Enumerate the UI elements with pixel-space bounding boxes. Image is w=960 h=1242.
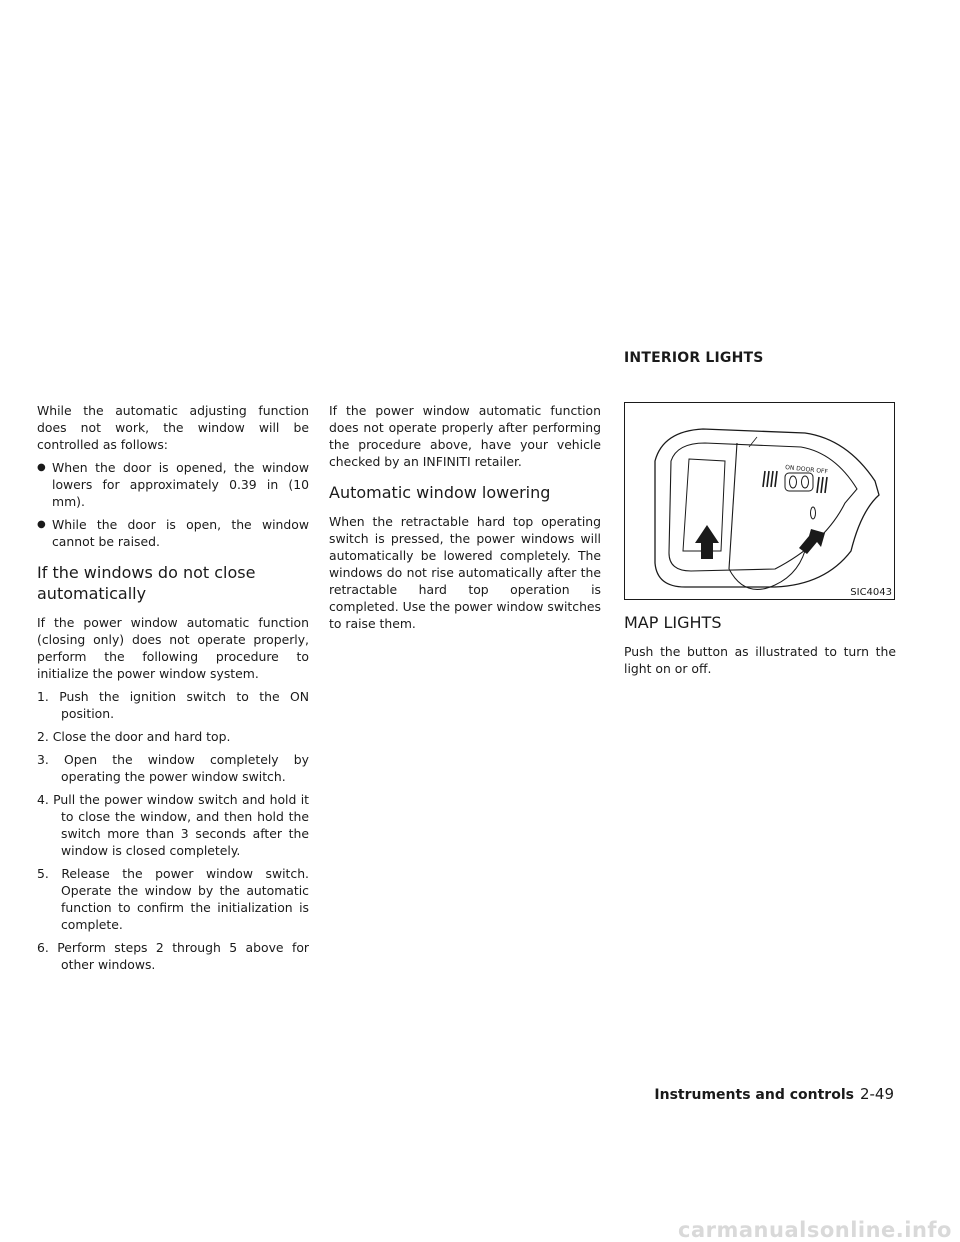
bullet-item xyxy=(37,516,309,550)
column-left xyxy=(37,402,309,979)
retailer-paragraph: If the power window automatic function does not operate properly after performing the procedure above, have your vehicle checked by an INFINITI retailer. xyxy=(329,403,601,469)
step-item: 3. Open the window completely by operating the power window switch. xyxy=(37,752,309,784)
watermark-text: carmanualsonline.info xyxy=(678,1218,952,1242)
footer-section: Instruments and controls xyxy=(654,1087,854,1103)
section-title: INTERIOR LIGHTS xyxy=(624,350,764,366)
figure-code: SIC4043 xyxy=(850,587,892,598)
bullet-item xyxy=(37,459,309,510)
heading-automatic-lowering: Automatic window lowering xyxy=(329,483,551,502)
bullet-text: When the door is opened, the window lowers for approximately 0.39 in (10 mm). xyxy=(52,460,309,509)
procedure-intro: If the power window automatic function (closing only) does not operate properly, perform the following procedure to initialize the power window system. xyxy=(37,615,309,681)
watermark xyxy=(0,1218,960,1242)
arrow-icon xyxy=(799,529,825,554)
lowering-paragraph: When the retractable hard top operating switch is pressed, the power windows will automatically be lowered completely. The windows do not rise automatically after the retractable hard top operation is completed. Use the power window switches to raise them. xyxy=(329,514,601,631)
column-right xyxy=(624,402,896,683)
arrow-icon xyxy=(695,525,719,559)
page-number: 2-49 xyxy=(859,1085,894,1103)
bullet-icon: ● xyxy=(37,519,46,530)
step-item: 6. Perform steps 2 through 5 above for other windows. xyxy=(37,940,309,972)
heading-map-lights: MAP LIGHTS xyxy=(624,613,722,632)
heading-windows-not-close: If the windows do not close automatically xyxy=(37,563,256,603)
intro-paragraph: While the automatic adjusting function does not work, the window will be controlled as follows: xyxy=(37,403,309,452)
left-grille-icon xyxy=(763,471,777,487)
step-item: 1. Push the ignition switch to the ON position. xyxy=(37,689,309,721)
bullet-icon: ● xyxy=(37,462,46,473)
step-item: 5. Release the power window switch. Operate the window by the automatic function to confirm the initialization is complete. xyxy=(37,866,309,932)
page-footer xyxy=(654,1085,894,1103)
map-light-illustration xyxy=(625,403,894,599)
step-item: 2. Close the door and hard top. xyxy=(37,729,231,744)
map-lights-figure xyxy=(624,402,895,600)
column-middle xyxy=(329,402,601,638)
map-lights-paragraph: Push the button as illustrated to turn the light on or off. xyxy=(624,644,896,676)
bullet-text: While the door is open, the window cannot be raised. xyxy=(52,517,309,549)
switch-label: ON DOOR OFF xyxy=(784,464,829,476)
right-grille-icon xyxy=(817,477,827,493)
step-item: 4. Pull the power window switch and hold it to close the window, and then hold the switch more than 3 seconds after the window is closed completely. xyxy=(37,792,309,858)
